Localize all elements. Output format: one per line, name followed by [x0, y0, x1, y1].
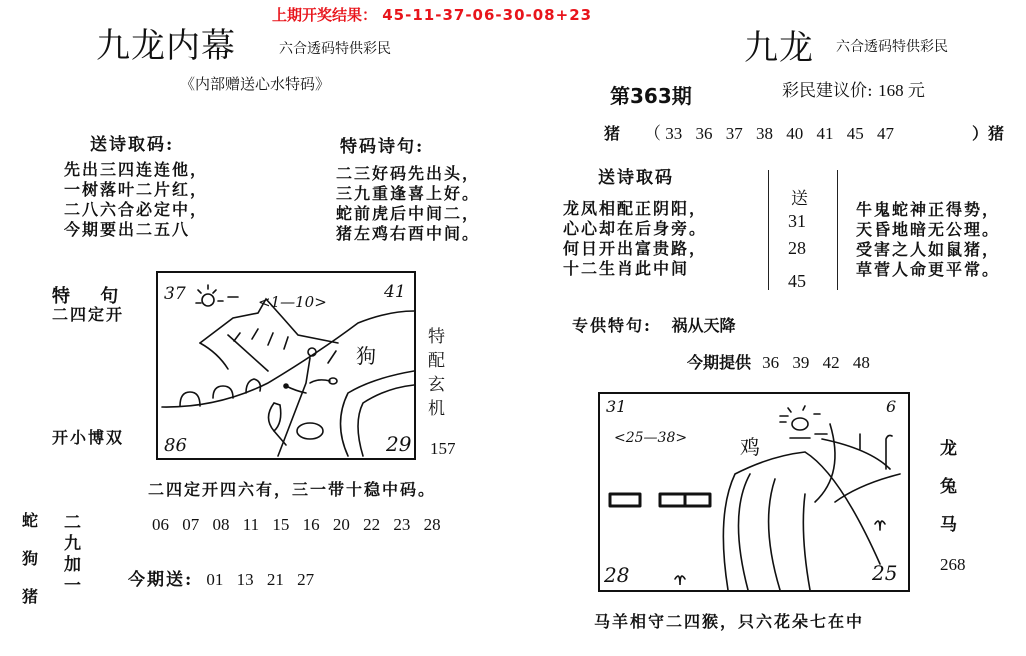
- vertical-char: 配: [428, 351, 445, 371]
- vertical-char: 兔: [940, 477, 957, 497]
- number: 33: [665, 124, 683, 143]
- right-footer: 马羊相守二四猴，只六花朵七在中: [594, 612, 865, 631]
- vertical-char: 九: [64, 534, 81, 554]
- poem-line: 心心却在后身旁。: [563, 219, 708, 238]
- middle-number: 45: [788, 271, 806, 291]
- pic-animal: 狗: [356, 344, 376, 368]
- issue-number: 第363期: [610, 84, 692, 108]
- pic-bottom-left: 86: [164, 435, 187, 456]
- vertical-char: 狗: [22, 549, 39, 568]
- pic-top-right: 41: [384, 282, 406, 302]
- number: 39: [792, 353, 810, 372]
- number: 45: [846, 124, 864, 143]
- number: 27: [297, 570, 315, 589]
- left-phrase: 二四定开四六有，三一带十稳中码。: [148, 480, 437, 499]
- teju-label: 特 句: [52, 286, 121, 307]
- poem-line: 三九重逢喜上好。: [336, 184, 481, 203]
- left-poem-header: 送诗取码:: [90, 135, 175, 155]
- price-label: 彩民建议价:: [782, 81, 873, 101]
- number: 37: [725, 124, 743, 143]
- zodiac-vertical: [22, 502, 38, 616]
- pic-top-right: 6: [886, 397, 897, 416]
- provide: [687, 350, 879, 373]
- poem-line: 先出三四连连他，: [64, 160, 209, 179]
- kai-label: 开小博双: [52, 428, 125, 447]
- pic-animal: 鸡: [740, 435, 760, 459]
- poem-line: 猪左鸡右酉中间。: [336, 224, 481, 243]
- number: 47: [877, 124, 894, 143]
- vertical-char: 机: [428, 399, 445, 419]
- number: 28: [423, 515, 441, 534]
- poem-line: 一树落叶二片红，: [64, 180, 209, 199]
- middle-number: 31: [788, 211, 806, 231]
- special-poem-header: 特码诗句:: [340, 137, 425, 157]
- paren-open: （: [644, 124, 661, 143]
- poem-line: 二八六合必定中，: [64, 200, 209, 219]
- pig-row-suffix: ）猪: [972, 124, 1005, 143]
- left-tagline: 六合透码特供彩民: [279, 41, 391, 57]
- last-draw-label: 上期开奖结果：: [272, 6, 378, 24]
- number: 15: [272, 515, 290, 534]
- pic-top-left: 31: [606, 397, 627, 416]
- left-title: 九龙内幕: [96, 26, 236, 66]
- vertical-char: 马: [940, 515, 957, 535]
- number: 22: [363, 515, 381, 534]
- pig-row-numbers: [644, 119, 903, 144]
- number: 13: [236, 570, 254, 589]
- divider: [837, 170, 838, 290]
- vertical-char: 蛇: [22, 511, 39, 530]
- pic-range: <25—38>: [614, 430, 688, 446]
- right-title: 九龙: [744, 28, 814, 68]
- left-poem: [64, 160, 208, 240]
- last-draw-numbers: 45-11-37-06-30-08+23: [382, 6, 593, 24]
- right-tagline: 六合透码特供彩民: [836, 39, 948, 55]
- special-label: 专供特句:: [572, 316, 652, 335]
- number: 36: [762, 353, 780, 372]
- rule-vertical: [64, 513, 81, 597]
- number: 40: [786, 124, 804, 143]
- number: 01: [206, 570, 224, 589]
- number: 38: [756, 124, 773, 143]
- number: 07: [182, 515, 200, 534]
- middle-number: 28: [788, 238, 806, 258]
- pig-row-prefix: 猪: [604, 124, 621, 143]
- left-picture: [156, 271, 416, 460]
- poem-line: 何日开出富贵路，: [563, 239, 708, 258]
- landscape-drawing-icon: [158, 273, 414, 458]
- today-label: 今期送:: [128, 570, 194, 590]
- poem-line: 牛鬼蛇神正得势，: [856, 200, 1001, 219]
- right-picture: [598, 392, 910, 592]
- number: 08: [212, 515, 230, 534]
- vertical-char: 玄: [428, 375, 445, 395]
- number: 23: [393, 515, 411, 534]
- number: 41: [816, 124, 834, 143]
- vertical-char: 猪: [22, 587, 39, 606]
- vertical-char: 二: [64, 513, 81, 533]
- poem-line: 龙凤相配正阴阳，: [563, 199, 708, 218]
- left-side-vertical: [428, 325, 445, 421]
- price: [782, 76, 925, 101]
- rooster-landscape-drawing-icon: [600, 394, 908, 590]
- right-poem-right: [856, 200, 1000, 280]
- left-subtitle: 《内部赠送心水特码》: [180, 75, 331, 93]
- divider: [768, 170, 769, 290]
- number: 48: [852, 353, 870, 372]
- number: 20: [332, 515, 350, 534]
- poem-line: 蛇前虎后中间二，: [336, 204, 481, 223]
- number: 42: [822, 353, 840, 372]
- middle-label: 送: [791, 189, 808, 209]
- pic-top-left: 37: [164, 284, 186, 304]
- poem-line: 今期要出二五八: [64, 220, 191, 239]
- special-sentence: [572, 313, 736, 336]
- pic-range: <1—10>: [258, 293, 327, 311]
- poem-line: 十二生肖此中间: [563, 259, 690, 278]
- left-number-list: [152, 515, 450, 535]
- today-send: [128, 570, 323, 590]
- special-value: 祸从天降: [671, 316, 736, 335]
- pic-bottom-right: 29: [386, 432, 412, 456]
- vertical-char: 龙: [940, 439, 957, 459]
- right-poem-left: [563, 199, 707, 279]
- right-side-number: 268: [940, 555, 966, 574]
- right-poem-header: 送诗取码: [598, 168, 674, 188]
- number: 36: [695, 124, 713, 143]
- vertical-char: 加: [64, 555, 81, 575]
- vertical-char: 特: [428, 327, 445, 347]
- number: 11: [242, 515, 260, 534]
- poem-line: 二三好码先出头，: [336, 164, 481, 183]
- poem-line: 受害之人如鼠猪，: [856, 240, 1001, 259]
- number: 06: [152, 515, 169, 534]
- number: 16: [302, 515, 320, 534]
- right-side-vertical: [940, 430, 957, 544]
- pic-bottom-left: 28: [604, 563, 630, 587]
- number: 21: [266, 570, 284, 589]
- poem-line: 天昏地暗无公理。: [856, 220, 1001, 239]
- left-side-number: 157: [430, 439, 456, 458]
- pic-bottom-right: 25: [872, 561, 898, 585]
- special-poem: [336, 164, 480, 244]
- vertical-char: 一: [64, 576, 81, 596]
- teju-value: 二四定开: [52, 305, 125, 324]
- provide-label: 今期提供: [687, 353, 752, 372]
- price-value: 168 元: [878, 81, 925, 100]
- poem-line: 草菅人命更平常。: [856, 260, 1001, 279]
- last-draw-result: [272, 4, 592, 25]
